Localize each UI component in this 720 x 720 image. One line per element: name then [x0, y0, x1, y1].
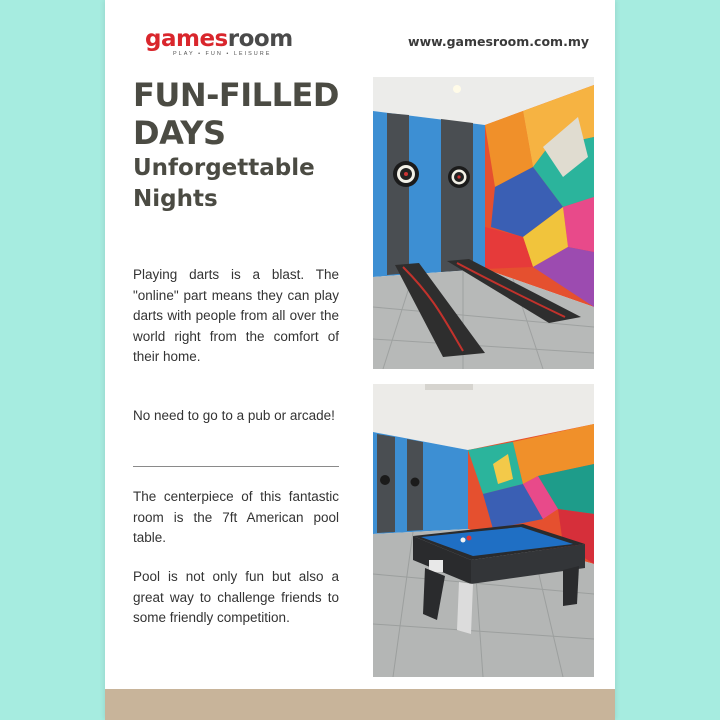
logo-tagline: PLAY • FUN • LEISURE: [173, 51, 272, 57]
subheadline-line-2: Nights: [133, 186, 218, 212]
headline-line-1: FUN-FILLED: [133, 76, 339, 114]
pool-fun-paragraph: Pool is not only fun but also a great way to challenge friends to some friendly competition.: [133, 569, 339, 625]
logo-wordmark: [145, 26, 293, 52]
footer-band: [105, 689, 615, 720]
headline: [133, 76, 353, 214]
darts-room-photo: [373, 77, 594, 369]
gamesroom-logo: [145, 26, 295, 60]
dartboard-icon: [448, 166, 470, 188]
headline-line-2: DAYS: [133, 114, 226, 152]
darts-paragraph: Playing darts is a blast. The "online" part means they can play darts with people from all over the world right from the comfort of their home.: [133, 267, 339, 364]
logo-word-games: games: [145, 26, 228, 52]
website-url[interactable]: www.gamesroom.com.my: [408, 34, 589, 49]
section-divider: [133, 466, 339, 467]
poster-card: [105, 0, 615, 720]
pub-paragraph: No need to go to a pub or arcade!: [133, 408, 335, 423]
logo-word-room: room: [227, 26, 293, 52]
subheadline-line-1: Unforgettable: [133, 155, 315, 181]
dartboard-icon: [393, 161, 419, 187]
pool-room-photo: [373, 384, 594, 677]
pool-table-paragraph: The centerpiece of this fantastic room is the 7ft American pool table.: [133, 489, 339, 545]
